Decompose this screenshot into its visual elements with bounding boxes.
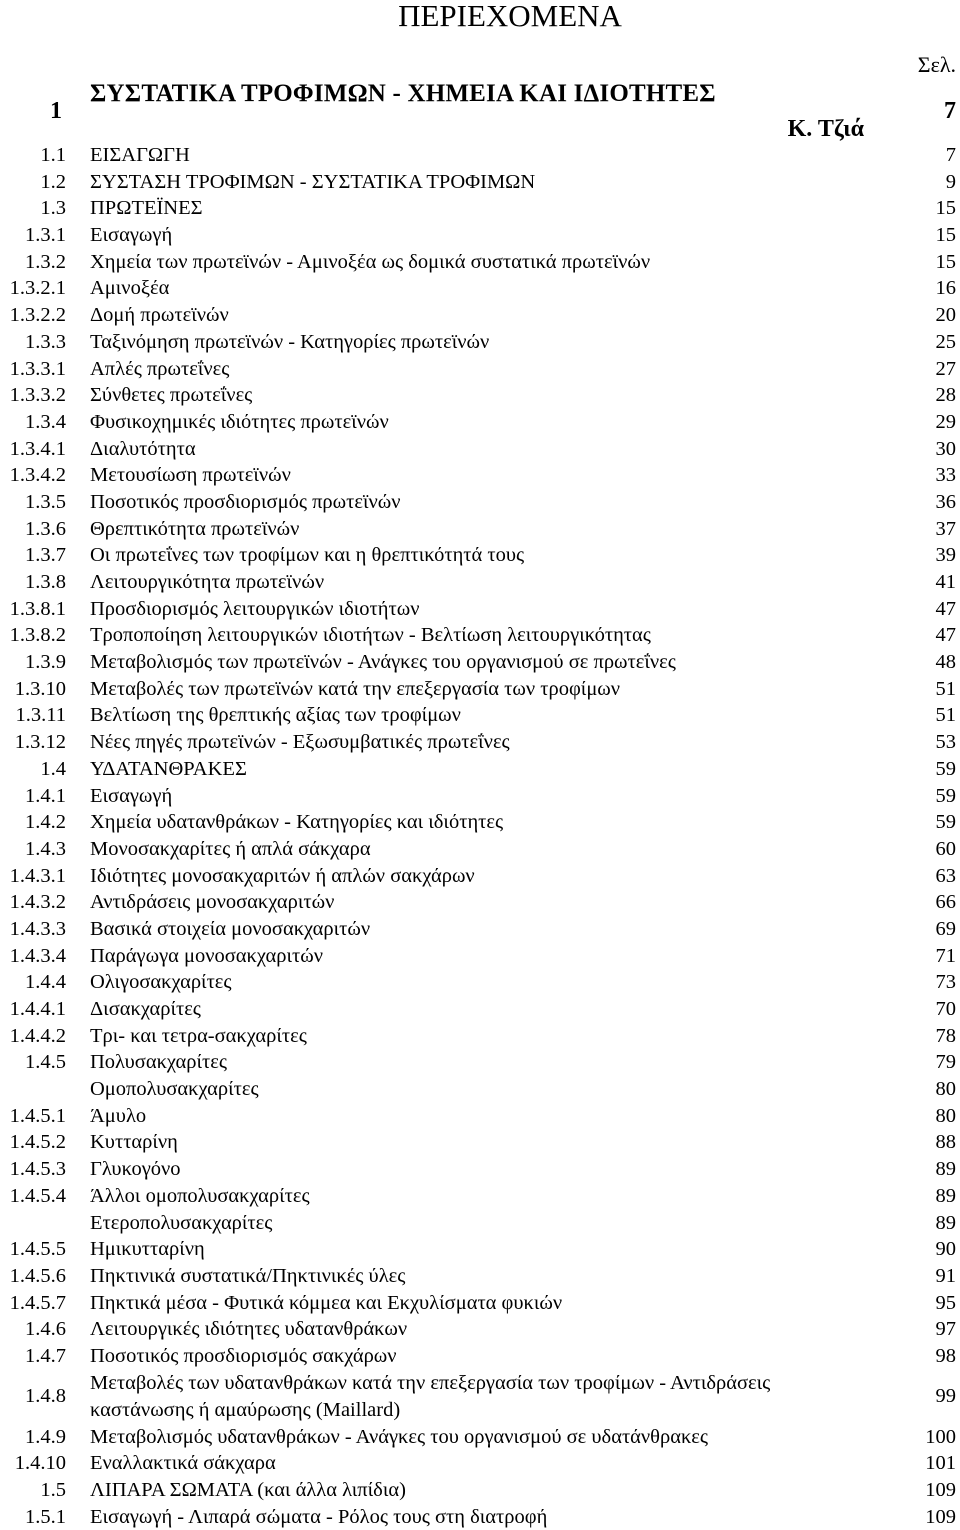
toc-entry-title: Πολυσακχαρίτες [90, 1051, 227, 1074]
toc-entry-page: 98 [935, 1344, 956, 1367]
toc-entry-title: Δισακχαρίτες [90, 998, 201, 1020]
toc-entry-number: 1.4.3.1 [9, 864, 66, 887]
toc-entry-title: Μεταβολές των πρωτεϊνών κατά την επεξεργασία των τροφίμων [90, 677, 621, 700]
toc-entry-title: Προσδιορισμός λειτουργικών ιδιοτήτων [90, 597, 420, 620]
toc-entry-number: 1.3.8.2 [9, 624, 66, 647]
toc-entry[interactable] [0, 889, 960, 916]
toc-entry[interactable] [0, 1236, 960, 1263]
toc-entry[interactable] [0, 1076, 960, 1103]
toc-entry[interactable] [0, 382, 960, 409]
toc-entry-title: Άμυλο [90, 1104, 147, 1127]
toc-entry-number: 1.4.5.4 [9, 1184, 66, 1207]
toc-entry-title: Πηκτινικά συστατικά/Πηκτινικές ύλες [90, 1264, 406, 1287]
toc-entry[interactable] [0, 329, 960, 356]
toc-entry-number: 1.3.9 [25, 651, 66, 674]
toc-entry-page: 30 [935, 437, 956, 460]
toc-entry-number: 1.3.4.2 [9, 464, 66, 487]
toc-entry-title: Ολιγοσακχαρίτες [90, 971, 232, 994]
toc-entry-title: Χημεία των πρωτεϊνών - Αμινοξέα ως δομικά συστατικά πρωτεϊνών [90, 250, 651, 273]
toc-entry-page: 15 [935, 250, 956, 273]
toc-entry-number: 1.4.5.6 [9, 1264, 66, 1287]
toc-entry-number: 1.3.3.2 [9, 384, 66, 407]
toc-entry-number: 1.4.1 [25, 784, 66, 807]
toc-entry[interactable] [0, 1210, 960, 1237]
toc-entry-number: 1.4.4.2 [9, 1024, 66, 1047]
chapter-number: 1 [50, 98, 62, 124]
toc-entry-title: Μετουσίωση πρωτεϊνών [90, 464, 291, 487]
toc-entry-number: 1.4.4.1 [9, 998, 66, 1020]
toc-entry-page: 71 [935, 944, 956, 967]
toc-entry[interactable] [0, 436, 960, 463]
toc-entry-page: 60 [935, 837, 956, 860]
toc-entry[interactable] [0, 702, 960, 729]
toc-entry-number: 1.3.4 [25, 410, 66, 433]
toc-entry-title: Εισαγωγή [90, 224, 173, 247]
toc-entry[interactable] [0, 1477, 960, 1504]
toc-entry-page: 109 [925, 1479, 956, 1501]
toc-entry-number: 1.3.11 [15, 704, 66, 727]
toc-entry-page: 39 [935, 544, 956, 567]
toc-entry-page: 101 [925, 1452, 956, 1475]
toc-entry[interactable] [0, 649, 960, 676]
toc-entry-page: 41 [935, 571, 956, 593]
toc-entry[interactable] [0, 569, 960, 596]
toc-entry-page: 79 [935, 1051, 956, 1074]
toc-entry-title: Κυτταρίνη [90, 1131, 178, 1154]
toc-entry-page: 7 [945, 144, 956, 166]
toc-entry-title: Εισαγωγή - Λιπαρά σώματα - Ρόλος τους στη διατροφή [90, 1505, 548, 1528]
toc-entry-title: Άλλοι ομοπολυσακχαρίτες [90, 1184, 310, 1207]
toc-entry-number: 1.2 [40, 170, 66, 193]
toc-entry[interactable] [0, 1183, 960, 1210]
toc-entry-title: Μεταβολισμός των πρωτεϊνών - Ανάγκες του οργανισμού σε πρωτεΐνες [90, 651, 676, 674]
toc-entry[interactable] [0, 1450, 960, 1477]
toc-entry[interactable] [0, 462, 960, 489]
toc-entry-title: Αντιδράσεις μονοσακχαριτών [90, 891, 335, 914]
toc-entry-page: 29 [935, 410, 956, 433]
toc-entry-page: 70 [935, 998, 956, 1020]
toc-entry-page: 63 [935, 864, 956, 887]
toc-entry[interactable] [0, 1343, 960, 1370]
toc-entry[interactable] [0, 302, 960, 329]
toc-entry-title: Λειτουργικές ιδιότητες υδατανθράκων [90, 1318, 408, 1341]
toc-entry-page: 47 [935, 624, 956, 647]
toc-entry-page: 16 [935, 277, 956, 300]
toc-entry-title: Απλές πρωτεΐνες [90, 357, 230, 380]
toc-entry-number: 1.3.8.1 [9, 597, 66, 620]
toc-entry-number: 1.4.3 [25, 837, 66, 860]
toc-entry[interactable] [0, 836, 960, 863]
toc-entry-number: 1.4.5.2 [9, 1131, 66, 1154]
toc-entry-page: 53 [935, 731, 956, 754]
toc-entry-title: Βελτίωση της θρεπτικής αξίας των τροφίμων [90, 704, 461, 727]
toc-entry[interactable] [0, 1370, 960, 1424]
toc-entry-number: 1.5 [40, 1479, 66, 1501]
toc-entry-page: 90 [935, 1238, 956, 1261]
toc-entry-title: Εισαγωγή [90, 784, 173, 807]
toc-entry[interactable] [0, 1103, 960, 1130]
toc-entry-title: Τρι- και τετρα-σακχαρίτες [90, 1024, 307, 1047]
toc-entry-number: 1.3.10 [14, 677, 66, 700]
toc-entry-title: Αμινοξέα [90, 277, 170, 300]
toc-entry-number: 1.4.5 [25, 1051, 66, 1074]
toc-entry-title: Ετεροπολυσακχαρίτες [90, 1211, 273, 1234]
toc-entry-page: 15 [935, 224, 956, 247]
toc-entry-number: 1.4.7 [25, 1344, 66, 1367]
toc-entry-number: 1.4.5.1 [9, 1104, 66, 1127]
toc-entry-page: 59 [935, 811, 956, 834]
toc-entry-title: Μεταβολισμός υδατανθράκων - Ανάγκες του οργανισμού σε υδατάνθρακες [90, 1425, 709, 1448]
toc-entry-page: 59 [935, 784, 956, 807]
toc-entry-title: Ταξινόμηση πρωτεϊνών - Κατηγορίες πρωτεϊνών [90, 330, 490, 353]
toc-entry-title: Ποσοτικός προσδιορισμός πρωτεϊνών [90, 490, 401, 513]
toc-entry[interactable] [0, 943, 960, 970]
toc-entry-number: 1.3.2 [25, 250, 66, 273]
toc-entry-page: 89 [935, 1184, 956, 1207]
toc-entry-title: ΥΔΑΤΑΝΘΡΑΚΕΣ [90, 757, 247, 780]
chapter-title: ΣΥΣΤΑΤΙΚΑ ΤΡΟΦΙΜΩΝ - ΧΗΜΕΙΑ ΚΑΙ ΙΔΙΟΤΗΤΕΣ [90, 80, 716, 107]
toc-entry-number: 1.4.2 [25, 811, 66, 834]
toc-entry-title: Δομή πρωτεϊνών [90, 304, 229, 327]
toc-entry-page: 109 [925, 1505, 956, 1528]
toc-entry-number: 1.3.2.1 [9, 277, 66, 300]
toc-entry-page: 15 [935, 197, 956, 220]
toc-entry[interactable] [0, 169, 960, 196]
toc-entry[interactable] [0, 676, 960, 703]
toc-entry-number: 1.4 [40, 757, 66, 780]
toc-entry[interactable] [0, 1263, 960, 1290]
toc-entry-number: 1.4.5.5 [9, 1238, 66, 1261]
toc-entry[interactable] [0, 1290, 960, 1317]
toc-entry-number: 1.3.3.1 [9, 357, 66, 380]
toc-entry-title: ΣΥΣΤΑΣΗ ΤΡΟΦΙΜΩΝ - ΣΥΣΤΑΤΙΚΑ ΤΡΟΦΙΜΩΝ [90, 170, 536, 193]
toc-entry-page: 27 [935, 357, 956, 380]
toc-entry[interactable] [0, 1156, 960, 1183]
toc-entry-number: 1.4.9 [25, 1425, 66, 1448]
toc-entry[interactable] [0, 1049, 960, 1076]
toc-entry-number: 1.3.7 [25, 544, 66, 567]
toc-entry[interactable] [0, 596, 960, 623]
toc-entry-page: 80 [935, 1104, 956, 1127]
toc-entry-page: 80 [935, 1078, 956, 1101]
toc-entry-number: 1.3.5 [25, 490, 66, 513]
toc-entry-page: 73 [935, 971, 956, 994]
toc-entry-title: Γλυκογόνο [90, 1158, 181, 1181]
page-column-label: Σελ. [917, 52, 956, 77]
toc-entry-number: 1.3.6 [25, 517, 66, 540]
toc-entry-page: 89 [935, 1158, 956, 1181]
toc-entry-number: 1.4.5.3 [9, 1158, 66, 1181]
toc-entry[interactable] [0, 863, 960, 890]
toc-entry[interactable] [0, 542, 960, 569]
toc-entry[interactable] [0, 222, 960, 249]
toc-entry[interactable] [0, 1424, 960, 1451]
toc-entry-number: 1.4.3.4 [9, 944, 66, 967]
toc-entry-title: Φυσικοχημικές ιδιότητες πρωτεϊνών [90, 410, 389, 433]
toc-entry-page: 59 [935, 757, 956, 780]
toc-entry[interactable] [0, 275, 960, 302]
toc-entry-page: 47 [935, 597, 956, 620]
toc-entry-page: 100 [925, 1425, 956, 1448]
toc-entry-page: 66 [935, 891, 956, 914]
toc-entry-title: Μεταβολές των υδατανθράκων κατά την επεξεργασία των τροφίμων - Αντιδράσεις καστάνωσης ή αμαύρωσης (Maillard) [90, 1371, 771, 1421]
toc-entry-number: 1.3.1 [25, 224, 66, 247]
toc-entry[interactable] [0, 756, 960, 783]
toc-entry-page: 99 [935, 1384, 956, 1407]
toc-entry[interactable] [0, 1023, 960, 1050]
toc-entry-page: 51 [935, 704, 956, 727]
toc-entry-title: Θρεπτικότητα πρωτεϊνών [90, 517, 300, 540]
toc-entry[interactable] [0, 729, 960, 756]
toc-entry-number: 1.3.12 [14, 731, 66, 754]
toc-entry-title: Διαλυτότητα [90, 437, 196, 460]
toc-entry-number: 1.4.8 [25, 1384, 66, 1407]
toc-entry-page: 37 [935, 517, 956, 540]
toc-entry[interactable] [0, 916, 960, 943]
toc-entry-page: 25 [935, 330, 956, 353]
chapter-author: Κ. Τζιά [787, 116, 864, 142]
toc-entry-title: ΠΡΩΤΕΪΝΕΣ [90, 197, 203, 220]
toc-entry-page: 33 [935, 464, 956, 487]
toc-entry-number: 1.4.10 [14, 1452, 66, 1475]
toc-entry[interactable] [0, 996, 960, 1023]
toc-entry-number: 1.4.3.3 [9, 917, 66, 940]
toc-entry-title: Ημικυτταρίνη [90, 1238, 205, 1261]
toc-entry-title: Σύνθετες πρωτεΐνες [90, 384, 253, 407]
toc-entry-page: 48 [935, 651, 956, 674]
toc-entry-page: 88 [935, 1131, 956, 1154]
toc-entry-number: 1.3.8 [25, 571, 66, 593]
toc-entry[interactable] [0, 489, 960, 516]
toc-entry-title: Ποσοτικός προσδιορισμός σακχάρων [90, 1344, 397, 1367]
toc-entry-number: 1.3.4.1 [9, 437, 66, 460]
toc-entry-title: Νέες πηγές πρωτεϊνών - Εξωσυμβατικές πρωτεΐνες [90, 731, 510, 754]
toc-entry[interactable] [0, 356, 960, 383]
toc-entry-page: 36 [935, 490, 956, 513]
toc-entry[interactable] [0, 622, 960, 649]
toc-entry-number: 1.5.1 [25, 1505, 66, 1528]
toc-entry-number: 1.1 [40, 144, 66, 166]
toc-entry-page: 95 [935, 1291, 956, 1314]
toc-entry[interactable] [0, 249, 960, 276]
toc-entry[interactable] [0, 195, 960, 222]
toc-entry-number: 1.4.5.7 [9, 1291, 66, 1314]
toc-entry-page: 51 [935, 677, 956, 700]
toc-entry-title: Μονοσακχαρίτες ή απλά σάκχαρα [90, 837, 371, 860]
toc-entry-page: 97 [935, 1318, 956, 1341]
toc-entry-title: Λειτουργικότητα πρωτεϊνών [90, 571, 325, 593]
toc-entry-number: 1.4.3.2 [9, 891, 66, 914]
toc-entry[interactable] [0, 783, 960, 810]
toc-entry[interactable] [0, 969, 960, 996]
toc-entry-title: ΛΙΠΑΡΑ ΣΩΜΑΤΑ (και άλλα λιπίδια) [90, 1479, 406, 1501]
chapter-page: 7 [944, 98, 956, 124]
toc-entry-title: ΕΙΣΑΓΩΓΗ [90, 144, 190, 166]
toc-entry-title: Τροποποίηση λειτουργικών ιδιοτήτων - Βελτίωση λειτουργικότητας [90, 624, 651, 647]
toc-entry-title: Πηκτικά μέσα - Φυτικά κόμμεα και Εκχυλίσματα φυκιών [90, 1291, 563, 1314]
toc-entry[interactable] [0, 809, 960, 836]
toc-entry[interactable] [0, 516, 960, 543]
toc-entry-page: 91 [935, 1264, 956, 1287]
toc-entry-page: 28 [935, 384, 956, 407]
toc-entry-title: Παράγωγα μονοσακχαριτών [90, 944, 324, 967]
toc-entry[interactable] [0, 1316, 960, 1343]
toc-entry-page: 78 [935, 1024, 956, 1047]
toc-entry[interactable] [0, 142, 960, 169]
toc-entry-number: 1.3 [40, 197, 66, 220]
toc-entry-number: 1.3.3 [25, 330, 66, 353]
toc-entry-title: Βασικά στοιχεία μονοσακχαριτών [90, 917, 371, 940]
toc-entry-number: 1.4.4 [25, 971, 66, 994]
toc-entry-page: 69 [935, 917, 956, 940]
toc-entry-page: 89 [935, 1211, 956, 1234]
toc-entry-title: Οι πρωτεΐνες των τροφίμων και η θρεπτικότητά τους [90, 544, 525, 567]
toc-entry[interactable] [0, 1129, 960, 1156]
toc-entry-title: Χημεία υδατανθράκων - Κατηγορίες και ιδιότητες [90, 811, 504, 834]
page-title: ΠΕΡΙΕΧΟΜΕΝΑ [398, 0, 622, 33]
toc-entry-number: 1.3.2.2 [9, 304, 66, 327]
toc-entry-title: Ιδιότητες μονοσακχαριτών ή απλών σακχάρων [90, 864, 475, 887]
toc-entry-title: Εναλλακτικά σάκχαρα [90, 1452, 276, 1475]
toc-list [0, 142, 960, 1530]
toc-entry-page: 9 [945, 170, 956, 193]
toc-entry-title: Ομοπολυσακχαρίτες [90, 1078, 259, 1101]
toc-entry-number: 1.4.6 [25, 1318, 66, 1341]
toc-entry[interactable] [0, 409, 960, 436]
toc-entry[interactable] [0, 1504, 960, 1530]
toc-entry-page: 20 [935, 304, 956, 327]
